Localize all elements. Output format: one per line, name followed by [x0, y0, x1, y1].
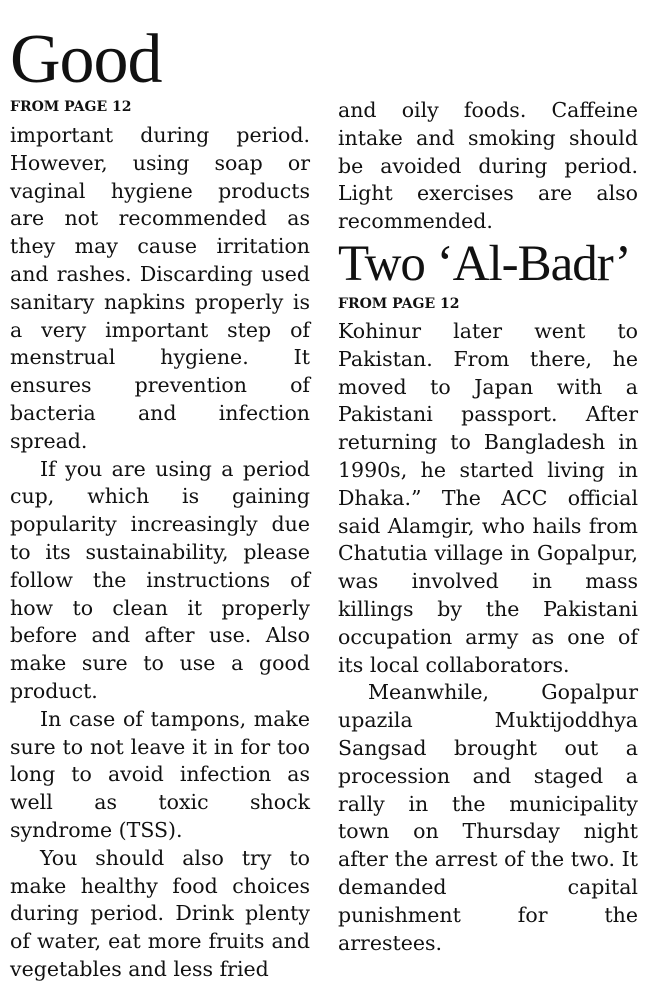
continuation-paragraph: and oily foods. Caffeine intake and smoking should be avoided during period. Light exercises are also recommended.: [338, 98, 638, 234]
article-continuation: [338, 97, 638, 236]
article-headline-al-badr: Two ‘Al-Badr’: [338, 236, 631, 292]
article-headline-good: Good: [10, 21, 162, 98]
paragraph-5: Kohinur later went to Pakistan. From there, he moved to Japan with a Pakistani passport. After returning to Bangladesh in 1990s, he started living in Dhaka.” The ACC official said Alamgir, who hails from Chatutia village in Gopalpur, was involved in mass killings by the Pakistani occupation army as one of its local collaborators.: [338, 319, 638, 677]
paragraph-1: important during period. However, using soap or vaginal hygiene products are not recommended as they may cause irritation and rashes. Discarding used sanitary napkins properly is a very important step of menstrual hygiene. It ensures prevention of bacteria and infection spread.: [10, 123, 310, 453]
paragraph-3: In case of tampons, make sure to not leave it in for too long to avoid infection as well as toxic shock syndrome (TSS).: [10, 706, 310, 842]
paragraph-4: You should also try to make healthy food choices during period. Drink plenty of water, eat more fruits and vegetables and less fried: [10, 845, 310, 981]
paragraph-6: Meanwhile, Gopalpur upazila Muktijoddhya Sangsad brought out a procession and staged a rally in the municipality town on Thursday night after the arrest of the two. It demanded capital punishment for the arrestees.: [338, 680, 638, 955]
jump-line-left: FROM PAGE 12: [10, 99, 132, 115]
jump-line-right: FROM PAGE 12: [338, 296, 460, 312]
paragraph-2: If you are using a period cup, which is gaining popularity increasingly due to its sustainability, please follow the instructions of how to clean it properly before and after use. Also make sure to use a good product.: [10, 456, 310, 703]
article-body-right: [338, 318, 638, 957]
article-body-left: [10, 122, 310, 984]
